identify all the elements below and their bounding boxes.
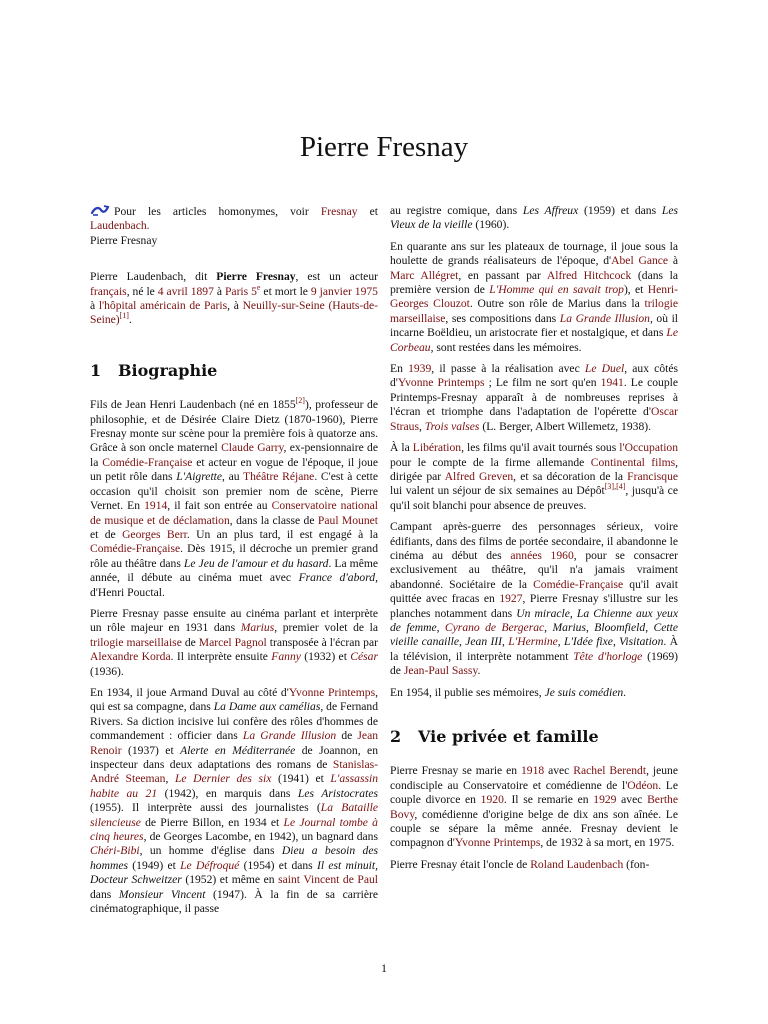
link[interactable]: années 1960 bbox=[510, 548, 574, 562]
link[interactable]: Neuilly-sur-Seine bbox=[242, 299, 325, 313]
image-caption: Pierre Fresnay bbox=[90, 233, 158, 247]
link[interactable]: Oscar Straus bbox=[390, 405, 678, 433]
link[interactable]: Continental films bbox=[590, 455, 676, 469]
link[interactable]: Jean-Paul Sassy bbox=[403, 664, 478, 678]
link[interactable]: Paris 5e bbox=[224, 282, 261, 298]
link[interactable]: 1920 bbox=[480, 793, 504, 807]
link[interactable]: Marcel Pagnol bbox=[198, 635, 267, 649]
link[interactable]: trilogie marseillaise bbox=[390, 297, 678, 325]
link[interactable]: 9 janvier 1975 bbox=[310, 284, 378, 298]
page-title: Pierre Fresnay bbox=[299, 131, 469, 164]
intro-paragraph: Pierre Laudenbach, dit Pierre Fresnay, est un acteur français, né le 4 avril 1897 à Paris 5e et mort le 9 janvier 1975 à l'hôpital américain de Paris, à Neuilly-sur-Seine (Hauts-de-Seine)[1]. bbox=[90, 270, 379, 327]
link[interactable]: Rachel Berendt bbox=[573, 764, 647, 778]
page-number: 1 bbox=[381, 961, 387, 975]
right-column bbox=[390, 204, 678, 879]
link[interactable]: L'Homme qui en savait trop bbox=[489, 283, 624, 297]
link[interactable]: Tête d'horloge bbox=[573, 649, 643, 663]
paragraph: À la Libération, les films qu'il avait tournés sous l'Occupation pour le compte de la firme allemande Continental films, dirigée par Alfred Greven, et sa décoration de la Francisque lui valent un séjour de six semaines au Dépôt[3],[4], jusqu'à ce qu'il soit blanchi pour absence de preuves. bbox=[390, 441, 679, 512]
link[interactable]: 4 avril 1897 bbox=[157, 284, 214, 298]
reference[interactable]: [1] bbox=[119, 311, 129, 321]
paragraph: Fils de Jean Henri Laudenbach (né en 1855[2]), professeur de philosophie, et de Désirée Claire Dietz (1870-1960), Pierre Fresnay monte sur scène pour la première fois à quatorze ans. Grâce à son oncle maternel Claude Garry, ex-pensionnaire de la Comédie-Française et acteur en vogue de l'époque, il joue un petit rôle dans L'Aigrette, au Théâtre Réjane. C'est à cette occasion qu'il choisit son premier nom de scène, Pierre Vernet. En 1914, il fait son entrée au Conservatoire national de musique et de déclamation, dans la classe de Paul Mounet et de Georges Berr. Un an plus tard, il est engagé à la Comédie-Française. Dès 1915, il décroche un premier grand rôle au théâtre dans Le Jeu de l'amour et du hasard. La même année, il débute au cinéma muet avec France d'abord, d'Henri Pouctal. bbox=[90, 396, 379, 599]
link[interactable]: Alfred Greven bbox=[444, 469, 514, 483]
link[interactable]: 1914 bbox=[144, 499, 168, 513]
link[interactable]: La Grande Illusion bbox=[559, 311, 650, 325]
link[interactable]: Le Corbeau bbox=[390, 326, 678, 354]
link[interactable]: Conservatoire national de musique et de déclamation bbox=[90, 499, 378, 527]
paragraph: En 1954, il publie ses mémoires, Je suis comédien. bbox=[390, 685, 627, 699]
link[interactable]: La Grande Illusion bbox=[242, 729, 337, 743]
link[interactable]: Le Duel bbox=[584, 362, 625, 376]
link[interactable]: Trois valses bbox=[424, 419, 480, 433]
disambiguation-icon bbox=[90, 204, 110, 216]
link[interactable]: Yvonne Printemps bbox=[397, 376, 485, 390]
link[interactable]: Francisque bbox=[627, 469, 679, 483]
link[interactable]: Marc Allégret bbox=[390, 268, 459, 282]
link[interactable]: Roland Laudenbach bbox=[530, 857, 624, 871]
link[interactable]: Berthe Bovy bbox=[390, 793, 678, 821]
hatnote: Pour les articles homonymes, voir Fresnay et Laudenbach. bbox=[90, 205, 378, 233]
link[interactable]: français bbox=[90, 284, 127, 298]
link[interactable]: trilogie marseillaise bbox=[90, 635, 182, 649]
link[interactable]: Georges Berr bbox=[122, 527, 187, 541]
link[interactable]: Alexandre Korda bbox=[90, 650, 171, 664]
link[interactable]: Comédie-Française bbox=[90, 542, 181, 556]
link[interactable]: Libération bbox=[412, 441, 462, 455]
link[interactable]: Cyrano de Bergerac bbox=[444, 620, 545, 634]
link[interactable]: Marius bbox=[240, 621, 275, 635]
link-laudenbach[interactable]: Laudenbach. bbox=[90, 219, 150, 233]
left-column bbox=[90, 204, 378, 923]
link[interactable]: Abel Gance bbox=[611, 254, 669, 268]
paragraph: Pierre Fresnay était l'oncle de Roland Laudenbach (fon- bbox=[390, 857, 650, 871]
link[interactable]: l'Occupation bbox=[619, 441, 679, 455]
link[interactable]: Théâtre Réjane bbox=[243, 470, 315, 484]
link[interactable]: L'assassin habite au 21 bbox=[90, 772, 378, 800]
link[interactable]: Yvonne Printemps bbox=[288, 685, 376, 699]
link[interactable]: Odéon bbox=[627, 778, 659, 792]
reference[interactable]: [4] bbox=[616, 482, 626, 492]
link[interactable]: Chéri-Bibi bbox=[90, 844, 140, 858]
link[interactable]: Fanny bbox=[271, 650, 301, 664]
link[interactable]: Le Journal tombe à cinq heures bbox=[90, 815, 378, 844]
link[interactable]: Yvonne Printemps bbox=[454, 836, 541, 850]
paragraph: Campant après-guerre des personnages sérieux, voire édifiants, dans des films de portée secondaire, il abandonne le cinéma au début des années 1960, pour se consacrer exclusivement au théâtre, qu'il n'a jamais vraiment abandonné. Sociétaire de la Comédie-Française qu'il avait quittée avec fracas en 1927, Pierre Fresnay s'illustre sur les planches notamment dans Un miracle, La Chienne aux yeux de femme, Cyrano de Bergerac, Marius, Bloomfield, Cette vieille canaille, Jean III, L'Hermine, L'Idée fixe, Visitation. À la télévision, il interprète notamment Tête d'horloge (1969) de Jean-Paul Sassy. bbox=[390, 520, 679, 678]
reference[interactable]: [3] bbox=[604, 482, 615, 492]
paragraph: En 1934, il joue Armand Duval au côté d'Yvonne Printemps, qui est sa compagne, dans La Dame aux camélias, de Fernand Rivers. Sa diction incisive lui confère des rôles d'hommes de commandement : officier dans La Grande Illusion de Jean Renoir (1937) et Alerte en Méditerranée de Joannon, en inspecteur dans deux adaptations des romans de Stanislas-André Steeman, Le Dernier des six (1941) et L'assassin habite au 21 (1942), en marquis dans Les Aristocrates (1955). Il interprète aussi des journalistes (La Bataille silencieuse de Pierre Billon, en 1934 et Le Journal tombe à cinq heures, de Georges Lacombe, en 1942), un bagnard dans Chéri-Bibi, un homme d'église dans Dieu a besoin des hommes (1949) et Le Défroqué (1954) et dans Il est minuit, Docteur Schweitzer (1952) et même en saint Vincent de Paul dans Monsieur Vincent (1947). À la fin de sa carrière cinématographique, il passe bbox=[90, 685, 379, 916]
link[interactable]: (Hauts-de-Seine) bbox=[90, 299, 379, 327]
link[interactable]: Comédie-Française bbox=[102, 455, 193, 469]
link[interactable]: 1918 bbox=[520, 764, 545, 778]
link[interactable]: 1929 bbox=[593, 793, 617, 807]
reference[interactable]: [2] bbox=[295, 396, 305, 406]
link[interactable]: César bbox=[350, 650, 378, 664]
link[interactable]: 1927 bbox=[499, 592, 523, 606]
link[interactable]: Jean Renoir bbox=[90, 729, 379, 757]
link-fresnay[interactable]: Fresnay bbox=[320, 205, 358, 218]
paragraph: En quarante ans sur les plateaux de tournage, il joue sous la houlette de grands réalisateurs de l'époque, d'Abel Gance à Marc Allégret, en passant par Alfred Hitchcock (dans la première version de L'Homme qui en savait trop), et Henri-Georges Clouzot. Outre son rôle de Marius dans la trilogie marseillaise, ses compositions dans La Grande Illusion, où il incarne Boëldieu, un aristocrate fier et nostalgique, et dans Le Corbeau, sont restées dans les mémoires. bbox=[390, 239, 679, 354]
link[interactable]: Paul Mounet bbox=[317, 513, 378, 527]
link[interactable]: Claude Garry bbox=[221, 441, 284, 455]
paragraph: au registre comique, dans Les Affreux (1959) et dans Les Vieux de la vieille (1960). bbox=[390, 204, 678, 232]
link[interactable]: Stanislas-André Steeman bbox=[90, 758, 378, 786]
section-heading-vie-privee: 2 Vie privée et famille bbox=[390, 727, 599, 746]
paragraph: En 1939, il passe à la réalisation avec Le Duel, aux côtés d'Yvonne Printemps ; Le film ne sort qu'en 1941. Le couple Printemps-Fresnay apparaît à de nombreuses reprises à l'écran et triomphe dans l'adaptation de l'opérette d'Oscar Straus, Trois valses (L. Berger, Albert Willemetz, 1938). bbox=[390, 362, 678, 433]
link[interactable]: Le Défroqué bbox=[180, 858, 240, 872]
link[interactable]: l'hôpital américain de Paris bbox=[98, 299, 228, 313]
section-heading-biographie: 1 Biographie bbox=[90, 360, 218, 380]
link[interactable]: Alfred Hitchcock bbox=[546, 268, 632, 282]
link[interactable]: 1939 bbox=[408, 362, 432, 376]
paragraph: Pierre Fresnay se marie en 1918 avec Rachel Berendt, jeune condisciple au Conservatoire et comédienne de l'Odéon. Le couple divorce en 1920. Il se remarie en 1929 avec Berthe Bovy, comédienne d'origine belge de dix ans son aînée. Le couple se sépare la même année. Fresnay devient le compagnon d'Yvonne Printemps, de 1932 à sa mort, en 1975. bbox=[390, 764, 678, 850]
link[interactable]: 1941 bbox=[600, 376, 624, 390]
link[interactable]: Comédie-Française bbox=[533, 577, 624, 591]
link[interactable]: L'Hermine bbox=[508, 635, 558, 649]
link[interactable]: Le Dernier des six bbox=[174, 772, 272, 786]
link[interactable]: saint Vincent de Paul bbox=[278, 873, 379, 887]
link[interactable]: Henri-Georges Clouzot bbox=[390, 283, 679, 311]
paragraph: Pierre Fresnay passe ensuite au cinéma parlant et interprète un rôle majeur en 1931 dans Marius, premier volet de la trilogie marseillaise de Marcel Pagnol transposée à l'écran par Alexandre Korda. Il interprète ensuite Fanny (1932) et César (1936). bbox=[90, 606, 378, 678]
link[interactable]: La Bataille silencieuse bbox=[90, 801, 378, 829]
